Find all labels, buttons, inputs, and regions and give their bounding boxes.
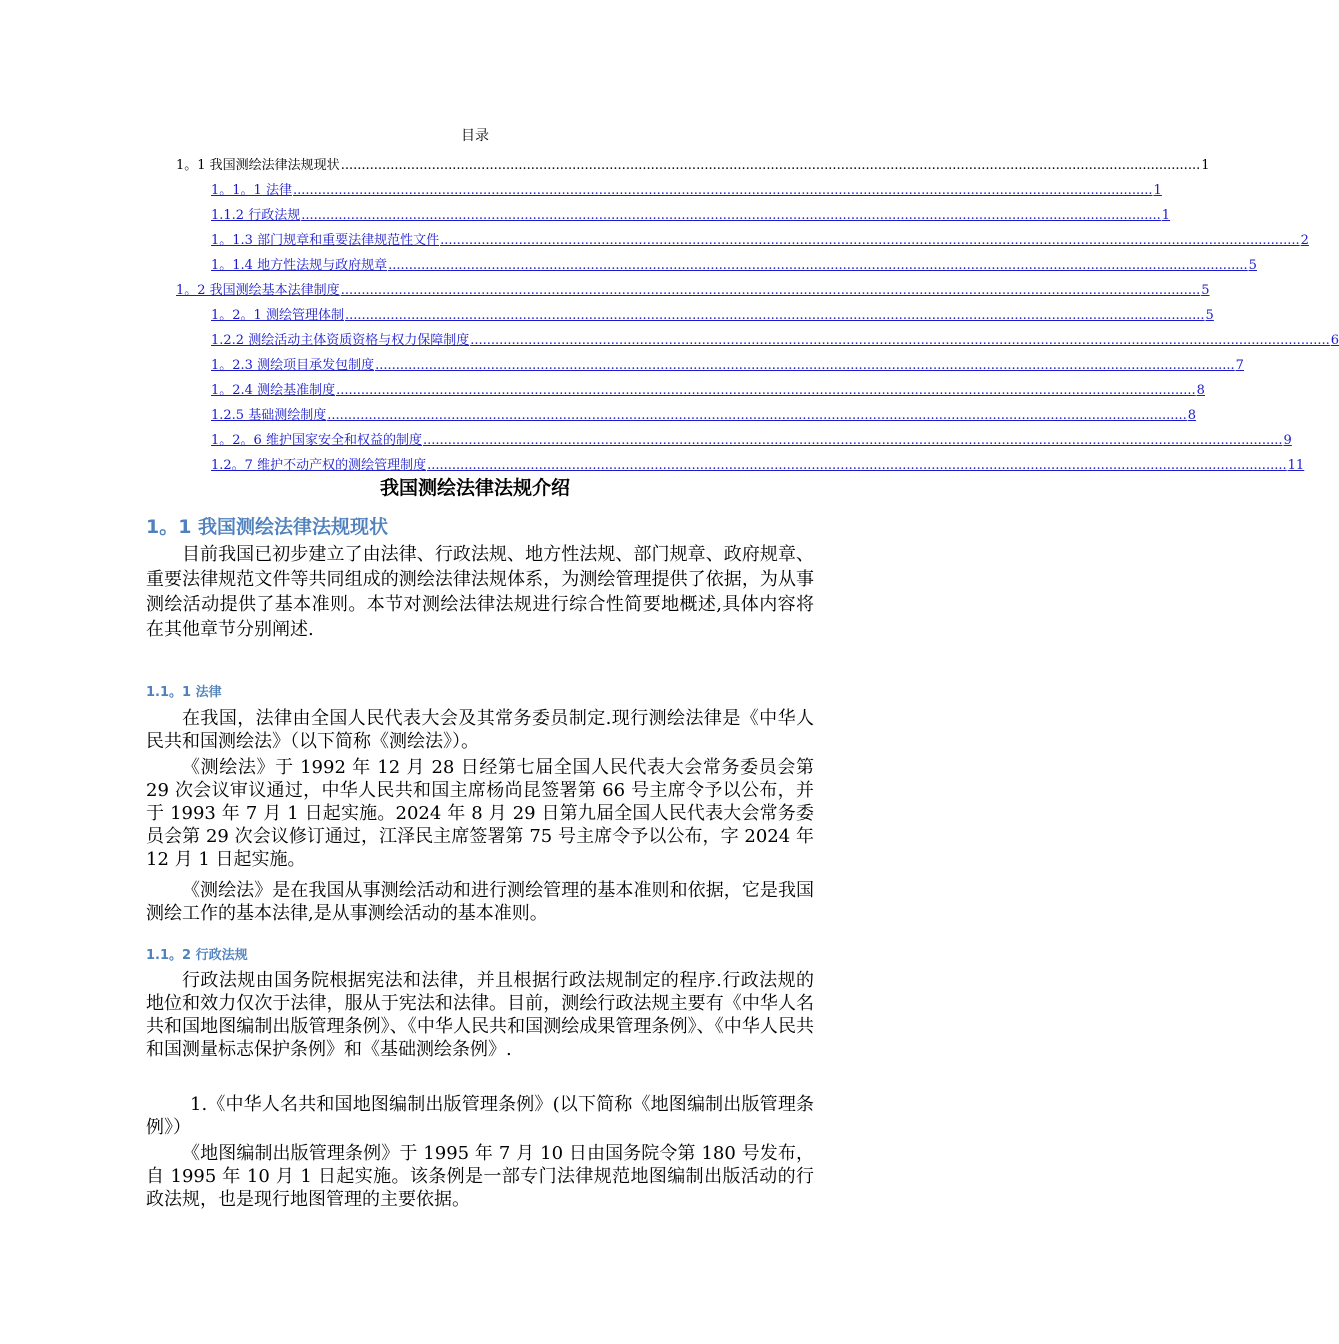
law-paragraph-2: 《测绘法》于 1992 年 12 月 28 日经第七届全国人民代表大会常务委员会第 29 次会议审议通过，中华人民共和国主席杨尚昆签署第 66 号主席令予以公布，并于 1993 年 7 月 1 日起实施。2024 年 8 月 29 日第九届全国人民代表大会常务委员会第 29 次会议修订通过，江泽民主席签署第 75 号主席令予以公布，字 2024 年 12 月 1 日起实施。 (146, 757, 814, 870)
toc-entry-page: 1 (1201, 158, 1210, 173)
toc-entry-title: 1。2.4 测绘基准制度 (211, 383, 336, 398)
regulation-paragraph-1: 行政法规由国务院根据宪法和法律，并且根据行政法规制定的程序.行政法规的地位和效力仅次于法律，服从于宪法和法律。目前，测绘行政法规主要有《中华人名共和国地图编制出版管理条例》、《中华人民共和国测绘成果管理条例》、《中华人民共和国测量标志保护条例》和《基础测绘条例》. (146, 970, 814, 1060)
toc-entry[interactable] (211, 325, 1339, 350)
toc-entry-page: 1 (1161, 208, 1171, 223)
toc-entry[interactable] (211, 425, 1292, 450)
toc-leader: ................................................................................................................................................................................................................ (440, 233, 1300, 248)
toc-title: 目录 (461, 128, 489, 144)
toc-entry-page: 7 (1235, 358, 1244, 373)
section-heading: 1。1 我国测绘法律法规现状 (146, 516, 389, 538)
regulation-paragraph-2: 《地图编制出版管理条例》于 1995 年 7 月 10 日由国务院令第 180 号发布，自 1995 年 10 月 1 日起实施。该条例是一部专门法律规范地图编制出版活动的行政法规，也是现行地图管理的主要依据。 (146, 1143, 814, 1210)
toc-entry-title: 1。1.4 地方性法规与政府规章 (211, 258, 388, 273)
toc-entry-page: 8 (1187, 408, 1197, 423)
toc-entry[interactable] (211, 200, 1171, 225)
toc-entry-page: 1 (1153, 183, 1162, 198)
intro-paragraph: 目前我国已初步建立了由法律、行政法规、地方性法规、部门规章、政府规章、重要法律规范文件等共同组成的测绘法律法规体系，为测绘管理提供了依据，为从事测绘活动提供了基本准则。本节对测绘法律法规进行综合性简要地概述,具体内容将在其他章节分别阐述. (146, 544, 814, 640)
toc-leader: ................................................................................................................................................................................................................ (470, 333, 1330, 348)
toc-leader: ................................................................................................................................................................................................................ (388, 258, 1248, 273)
toc-entry-title: 1。2 我国测绘基本法律制度 (176, 283, 340, 298)
toc-entry-page: 11 (1287, 458, 1305, 473)
toc-entry-title: 1.2.5 基础测绘制度 (211, 408, 327, 423)
toc-entry[interactable] (211, 450, 1305, 475)
subsection-heading-regulation: 1.1。2 行政法规 (146, 948, 248, 963)
toc-leader: ................................................................................................................................................................................................................ (327, 408, 1187, 423)
toc-entry-title: 1.2。7 维护不动产权的测绘管理制度 (211, 458, 427, 473)
toc-leader: ................................................................................................................................................................................................................ (427, 458, 1287, 473)
toc-entry-page: 2 (1300, 233, 1309, 248)
law-paragraph-3: 《测绘法》是在我国从事测绘活动和进行测绘管理的基本准则和依据，它是我国测绘工作的基本法律,是从事测绘活动的基本准则。 (146, 880, 814, 924)
toc-leader: ................................................................................................................................................................................................................ (340, 158, 1201, 173)
toc-leader: ................................................................................................................................................................................................................ (344, 308, 1205, 323)
toc-entry[interactable] (176, 275, 1210, 300)
toc-entry-page: 9 (1283, 433, 1292, 448)
toc-leader: ................................................................................................................................................................................................................ (336, 383, 1196, 398)
toc-entry-page: 8 (1196, 383, 1205, 398)
toc-entry[interactable] (211, 250, 1257, 275)
toc-entry[interactable] (211, 400, 1197, 425)
toc-entry-page: 6 (1330, 333, 1339, 348)
toc-entry[interactable] (211, 300, 1214, 325)
law-paragraph-1: 在我国，法律由全国人民代表大会及其常务委员制定.现行测绘法律是《中华人民共和国测绘法》（以下简称《测绘法》）。 (146, 708, 814, 752)
toc-entry[interactable] (211, 375, 1205, 400)
toc-entry-page: 5 (1248, 258, 1257, 273)
toc-entry-title: 1。1。1 法律 (211, 183, 292, 198)
toc-entry[interactable] (211, 175, 1162, 200)
toc-entry-page: 5 (1205, 308, 1214, 323)
toc-entry-title: 1.1.2 行政法规 (211, 208, 301, 223)
toc-leader: ................................................................................................................................................................................................................ (292, 183, 1153, 198)
toc-entry-title: 1。2。6 维护国家安全和权益的制度 (211, 433, 422, 448)
toc-entry[interactable] (211, 350, 1244, 375)
toc-entry-title: 1。2。1 测绘管理体制 (211, 308, 344, 323)
toc-entry-title: 1。1 我国测绘法律法规现状 (176, 158, 340, 173)
toc-leader: ................................................................................................................................................................................................................ (301, 208, 1161, 223)
toc-entry-title: 1。1.3 部门规章和重要法律规范性文件 (211, 233, 440, 248)
toc-leader: ................................................................................................................................................................................................................ (340, 283, 1201, 298)
toc-entry-page: 5 (1201, 283, 1210, 298)
toc-entry-title: 1.2.2 测绘活动主体资质资格与权力保障制度 (211, 333, 470, 348)
toc-entry[interactable] (211, 225, 1309, 250)
regulation-list-item: 1.《中华人名共和国地图编制出版管理条例》(以下简称《地图编制出版管理条例》） (146, 1094, 814, 1138)
document-title: 我国测绘法律法规介绍 (379, 477, 570, 499)
toc-leader: ................................................................................................................................................................................................................ (422, 433, 1283, 448)
subsection-heading-law: 1.1。1 法律 (146, 685, 222, 700)
toc-entry[interactable] (176, 150, 1210, 175)
toc-entry-title: 1。2.3 测绘项目承发包制度 (211, 358, 375, 373)
toc-leader: ................................................................................................................................................................................................................ (375, 358, 1235, 373)
